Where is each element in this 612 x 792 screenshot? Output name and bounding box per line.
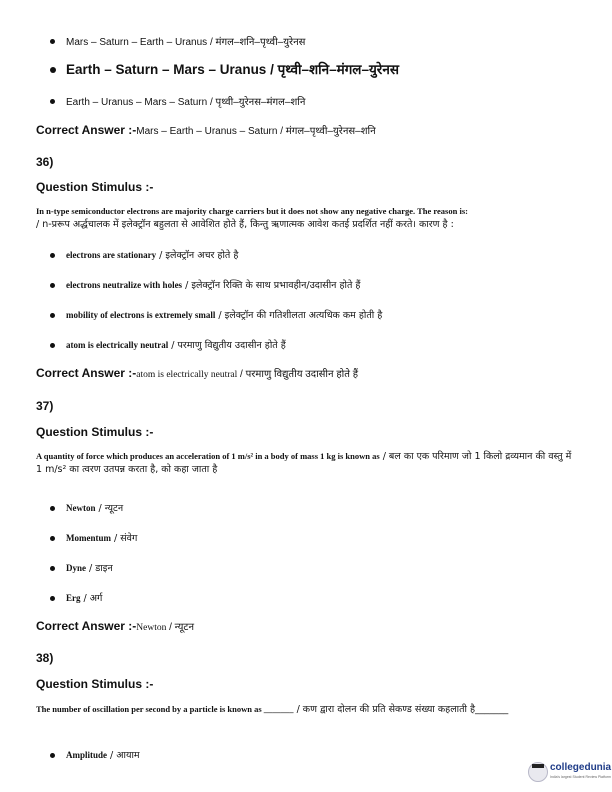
bullet-icon <box>50 313 55 318</box>
question-stimulus-label: Question Stimulus :- <box>36 425 154 439</box>
option-english: atom is electrically neutral <box>66 340 169 350</box>
option-hindi: / अर्ग <box>80 593 103 604</box>
stimulus-hindi: / n-प्ररूप अर्द्धचालक में इलेक्ट्रॉन बहुलता से आवेशित होते हैं, किन्तु ऋणात्मक आवेश कतई प्रदर्शित नहीं करते। कारण है : <box>36 219 454 230</box>
bullet-icon <box>50 753 55 758</box>
bullet-icon <box>50 99 55 104</box>
bullet-icon <box>50 253 55 258</box>
question-stimulus-label: Question Stimulus :- <box>36 180 154 194</box>
correct-answer-hindi: / न्यूटन <box>166 622 195 633</box>
correct-answer-label: Correct Answer :- <box>36 619 137 633</box>
correct-answer-value: Mars – Earth – Uranus – Saturn / मंगल–पृथ्वी–युरेनस–शनि <box>136 126 376 137</box>
option-english: mobility of electrons is extremely small <box>66 310 216 320</box>
correct-answer <box>36 123 376 137</box>
option-hindi: / परमाणु विद्युतीय उदासीन होते हैं <box>168 340 286 351</box>
question-number: 37) <box>36 399 54 413</box>
option-english: Erg <box>66 593 81 603</box>
question-stimulus-label: Question Stimulus :- <box>36 677 154 691</box>
question-number: 36) <box>36 155 54 169</box>
option-text: Mars – Saturn – Earth – Uranus / मंगल–शनि–पृथ्वी–युरेनस <box>66 37 306 48</box>
stimulus-hindi: / बल का एक परिमाण जो 1 किलो द्रव्यमान की वस्तु में 1 m/s² का त्वरण उतपन्न करता है, को कहा जाता है <box>36 451 572 475</box>
bullet-icon <box>50 506 55 511</box>
graduate-mascot-icon <box>528 762 548 782</box>
correct-answer <box>36 366 358 380</box>
logo-name: collegedunia <box>550 762 612 773</box>
option-hindi: / इलेक्ट्रॉन की गतिशीलता अत्यधिक कम होती है <box>215 310 383 321</box>
correct-answer-english: atom is electrically neutral <box>136 370 238 380</box>
question-number: 38) <box>36 651 54 665</box>
bullet-icon <box>50 39 55 44</box>
bullet-icon <box>50 343 55 348</box>
option-hindi: / आयाम <box>107 750 140 761</box>
option-english: electrons neutralize with holes <box>66 280 183 290</box>
option-english: Newton <box>66 503 96 513</box>
option-hindi: / इलेक्ट्रॉन रिक्ति के साथ प्रभावहीन/उदासीन होते हैं <box>182 280 361 291</box>
correct-answer <box>36 619 194 633</box>
correct-answer-english: Newton <box>136 623 167 633</box>
option-text: Earth – Uranus – Mars – Saturn / पृथ्वी–युरेनस–मंगल–शनि <box>66 97 306 108</box>
option-hindi: / डाइन <box>86 563 113 574</box>
question-stimulus <box>36 450 576 476</box>
option-english: Momentum <box>66 533 111 543</box>
bullet-icon <box>50 283 55 288</box>
correct-answer-label: Correct Answer :- <box>36 123 137 137</box>
option-english: electrons are stationary <box>66 250 157 260</box>
bullet-icon <box>50 566 55 571</box>
option-english: Dyne <box>66 563 86 573</box>
option-hindi: / संवेग <box>111 533 138 544</box>
option-hindi: / न्यूटन <box>95 503 124 514</box>
stimulus-hindi: / कण द्वारा दोलन की प्रति सेकण्ड संख्या कहलाती है_______ <box>293 704 509 715</box>
question-stimulus <box>36 703 576 716</box>
collegedunia-logo <box>528 760 612 788</box>
bullet-icon <box>50 67 56 73</box>
option-english: Amplitude <box>66 750 108 760</box>
option-hindi: / इलेक्ट्रॉन अचर होते है <box>156 250 239 261</box>
bullet-icon <box>50 536 55 541</box>
correct-answer-label: Correct Answer :- <box>36 366 137 380</box>
question-stimulus <box>36 205 576 231</box>
stimulus-english: In n-type semiconductor electrons are majority charge carriers but it does not show any negative charge. The reason is: <box>36 206 468 216</box>
bullet-icon <box>50 596 55 601</box>
stimulus-english: The number of oscillation per second by a particle is known as _______ <box>36 704 294 714</box>
stimulus-english: A quantity of force which produces an acceleration of 1 m/s² in a body of mass 1 kg is known as <box>36 451 380 461</box>
correct-answer-hindi: / परमाणु विद्युतीय उदासीन होते हैं <box>237 369 359 380</box>
option-text: Earth – Saturn – Mars – Uranus / पृथ्वी–शनि–मंगल–युरेनस <box>66 62 399 77</box>
logo-tagline: India's largest Student Review Platform <box>550 775 611 779</box>
